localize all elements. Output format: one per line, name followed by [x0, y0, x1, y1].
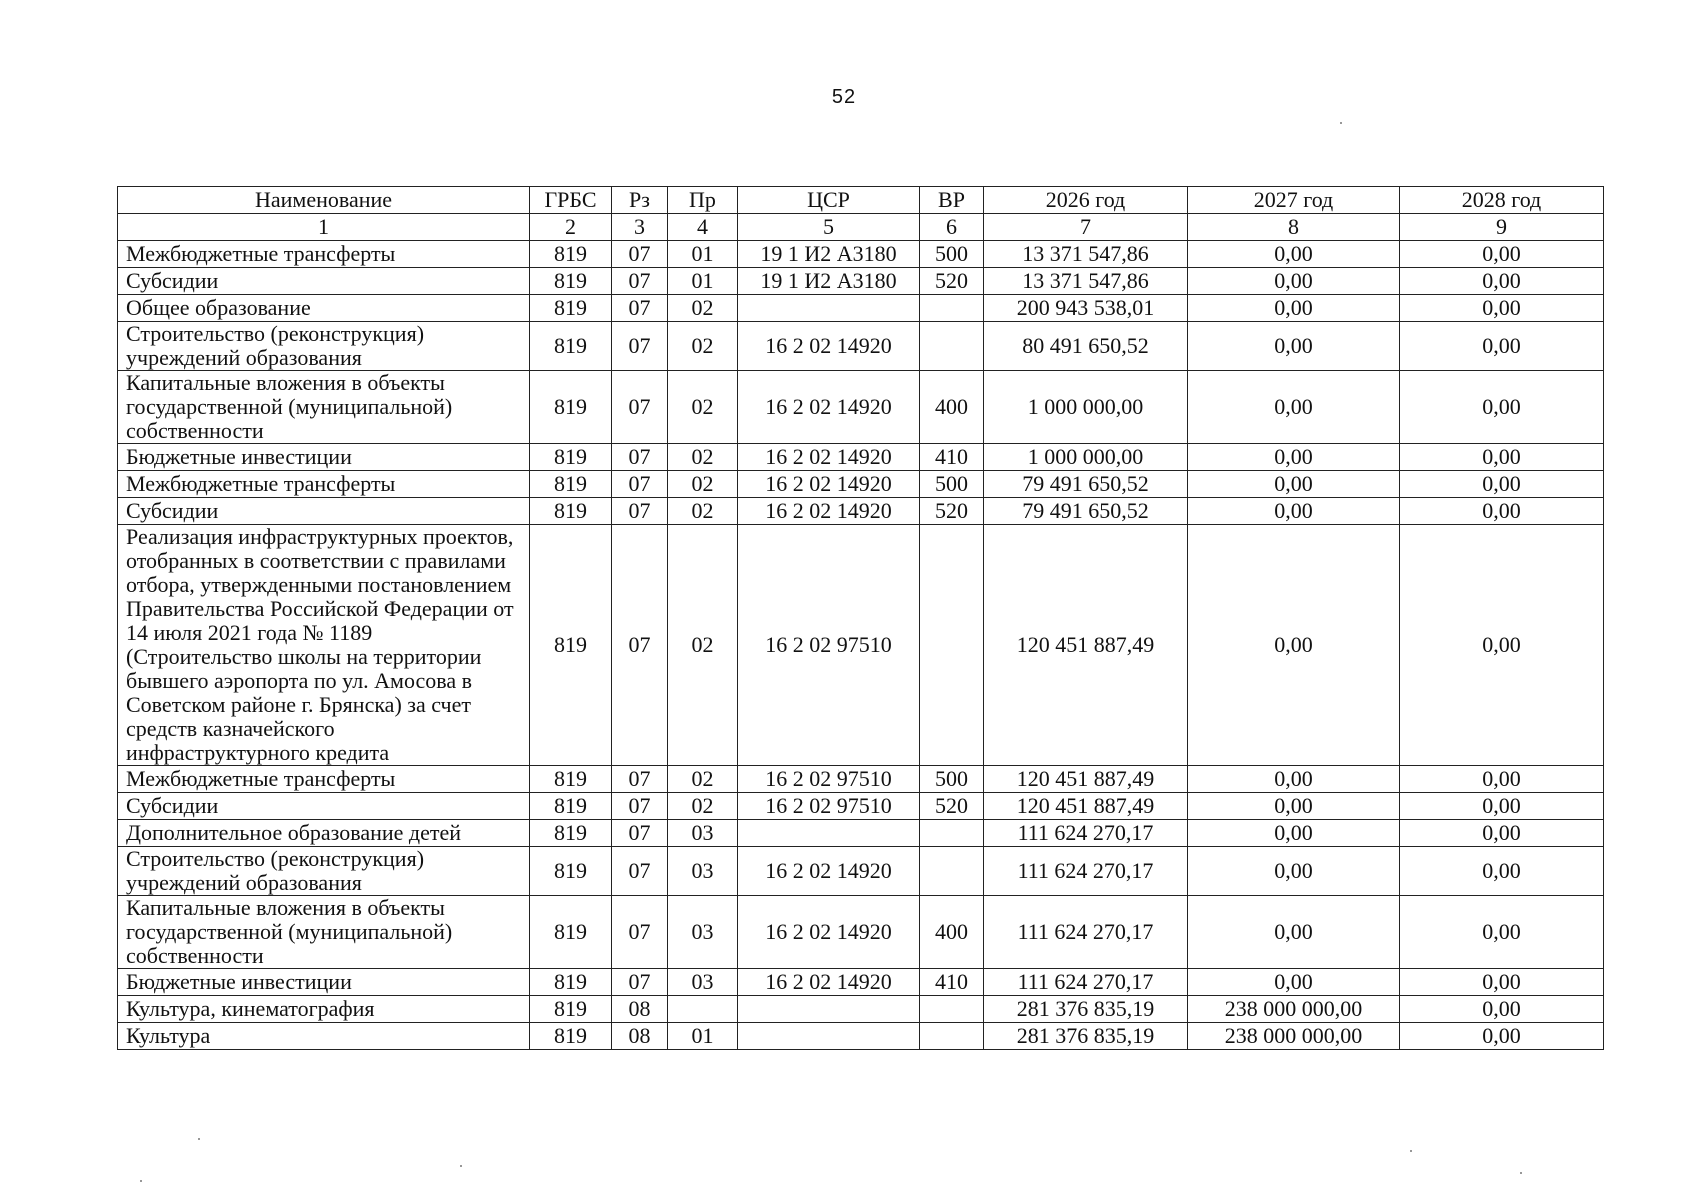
- table-row: [118, 322, 1604, 371]
- cell-2026: 13 371 547,86: [984, 241, 1188, 268]
- cell-2027: 0,00: [1188, 444, 1400, 471]
- cell-csr: 16 2 02 14920: [738, 896, 920, 969]
- cell-rz: 08: [612, 996, 668, 1023]
- cell-pr: 03: [668, 969, 738, 996]
- cell-grbs: 819: [530, 268, 612, 295]
- scan-speck: [1340, 122, 1342, 124]
- cell-vr: 410: [920, 444, 984, 471]
- cell-rz: 07: [612, 847, 668, 896]
- cell-vr: 500: [920, 241, 984, 268]
- header-row: [118, 187, 1604, 214]
- cell-2027: 0,00: [1188, 498, 1400, 525]
- cell-pr: 02: [668, 444, 738, 471]
- table-row: [118, 969, 1604, 996]
- column-number: 4: [668, 214, 738, 241]
- cell-vr: [920, 322, 984, 371]
- cell-grbs: 819: [530, 371, 612, 444]
- cell-2026: 1 000 000,00: [984, 371, 1188, 444]
- table-row: [118, 525, 1604, 766]
- cell-2028: 0,00: [1400, 268, 1604, 295]
- cell-2027: 0,00: [1188, 820, 1400, 847]
- cell-csr: [738, 820, 920, 847]
- cell-2027: 238 000 000,00: [1188, 996, 1400, 1023]
- cell-vr: [920, 295, 984, 322]
- cell-csr: [738, 1023, 920, 1050]
- header-2028: 2028 год: [1400, 187, 1604, 214]
- cell-grbs: 819: [530, 1023, 612, 1050]
- cell-2026: 281 376 835,19: [984, 1023, 1188, 1050]
- cell-pr: [668, 996, 738, 1023]
- cell-2028: 0,00: [1400, 766, 1604, 793]
- cell-2028: 0,00: [1400, 1023, 1604, 1050]
- cell-2026: 111 624 270,17: [984, 969, 1188, 996]
- cell-grbs: 819: [530, 471, 612, 498]
- cell-rz: 07: [612, 295, 668, 322]
- scan-speck: [460, 1165, 462, 1167]
- cell-2028: 0,00: [1400, 969, 1604, 996]
- cell-name: Субсидии: [118, 268, 530, 295]
- cell-2028: 0,00: [1400, 847, 1604, 896]
- cell-csr: 16 2 02 14920: [738, 322, 920, 371]
- cell-pr: 02: [668, 793, 738, 820]
- cell-2027: 0,00: [1188, 793, 1400, 820]
- cell-2026: 13 371 547,86: [984, 268, 1188, 295]
- cell-2027: 0,00: [1188, 525, 1400, 766]
- cell-rz: 07: [612, 241, 668, 268]
- cell-2027: 0,00: [1188, 969, 1400, 996]
- cell-name: Культура: [118, 1023, 530, 1050]
- header-2027: 2027 год: [1188, 187, 1400, 214]
- cell-name: Субсидии: [118, 793, 530, 820]
- scan-speck: [140, 1180, 142, 1182]
- cell-rz: 07: [612, 969, 668, 996]
- cell-pr: 02: [668, 371, 738, 444]
- cell-name: Бюджетные инвестиции: [118, 444, 530, 471]
- cell-2026: 120 451 887,49: [984, 525, 1188, 766]
- cell-2026: 1 000 000,00: [984, 444, 1188, 471]
- budget-table: [117, 186, 1604, 1050]
- scan-speck: [1520, 1172, 1522, 1174]
- cell-pr: 01: [668, 241, 738, 268]
- cell-pr: 02: [668, 498, 738, 525]
- cell-pr: 03: [668, 896, 738, 969]
- cell-2028: 0,00: [1400, 444, 1604, 471]
- cell-csr: 16 2 02 14920: [738, 371, 920, 444]
- cell-2027: 0,00: [1188, 847, 1400, 896]
- column-number: 9: [1400, 214, 1604, 241]
- cell-vr: 500: [920, 471, 984, 498]
- cell-name: Общее образование: [118, 295, 530, 322]
- cell-2026: 80 491 650,52: [984, 322, 1188, 371]
- cell-vr: 500: [920, 766, 984, 793]
- cell-2027: 0,00: [1188, 896, 1400, 969]
- cell-2028: 0,00: [1400, 498, 1604, 525]
- cell-grbs: 819: [530, 820, 612, 847]
- cell-csr: 16 2 02 14920: [738, 444, 920, 471]
- cell-2028: 0,00: [1400, 241, 1604, 268]
- cell-2026: 79 491 650,52: [984, 498, 1188, 525]
- table-row: [118, 371, 1604, 444]
- cell-pr: 01: [668, 1023, 738, 1050]
- cell-vr: [920, 525, 984, 766]
- cell-name: Субсидии: [118, 498, 530, 525]
- cell-name: Бюджетные инвестиции: [118, 969, 530, 996]
- cell-grbs: 819: [530, 444, 612, 471]
- cell-name: Дополнительное образование детей: [118, 820, 530, 847]
- cell-rz: 07: [612, 371, 668, 444]
- header-rz: Рз: [612, 187, 668, 214]
- cell-grbs: 819: [530, 996, 612, 1023]
- cell-2027: 0,00: [1188, 471, 1400, 498]
- cell-name: Межбюджетные трансферты: [118, 241, 530, 268]
- cell-vr: [920, 1023, 984, 1050]
- cell-rz: 07: [612, 896, 668, 969]
- cell-rz: 07: [612, 766, 668, 793]
- column-number: 5: [738, 214, 920, 241]
- cell-vr: 520: [920, 498, 984, 525]
- column-number: 2: [530, 214, 612, 241]
- cell-2027: 0,00: [1188, 241, 1400, 268]
- cell-name: Капитальные вложения в объекты государственной (муниципальной) собственности: [118, 896, 530, 969]
- cell-grbs: 819: [530, 793, 612, 820]
- cell-2026: 111 624 270,17: [984, 847, 1188, 896]
- cell-2027: 0,00: [1188, 371, 1400, 444]
- cell-grbs: 819: [530, 525, 612, 766]
- cell-rz: 07: [612, 268, 668, 295]
- cell-csr: 16 2 02 97510: [738, 793, 920, 820]
- cell-grbs: 819: [530, 766, 612, 793]
- cell-2028: 0,00: [1400, 896, 1604, 969]
- table-row: [118, 498, 1604, 525]
- cell-2027: 0,00: [1188, 322, 1400, 371]
- cell-csr: [738, 295, 920, 322]
- cell-2028: 0,00: [1400, 322, 1604, 371]
- cell-grbs: 819: [530, 896, 612, 969]
- header-grbs: ГРБС: [530, 187, 612, 214]
- header-vr: ВР: [920, 187, 984, 214]
- table-row: [118, 1023, 1604, 1050]
- table-row: [118, 896, 1604, 969]
- cell-2028: 0,00: [1400, 996, 1604, 1023]
- cell-name: Капитальные вложения в объекты государственной (муниципальной) собственности: [118, 371, 530, 444]
- cell-2026: 281 376 835,19: [984, 996, 1188, 1023]
- cell-name: Культура, кинематография: [118, 996, 530, 1023]
- cell-name: Межбюджетные трансферты: [118, 766, 530, 793]
- cell-name: Строительство (реконструкция) учреждений образования: [118, 847, 530, 896]
- column-number: 3: [612, 214, 668, 241]
- cell-csr: 16 2 02 97510: [738, 766, 920, 793]
- column-number: 6: [920, 214, 984, 241]
- header-csr: ЦСР: [738, 187, 920, 214]
- table-row: [118, 820, 1604, 847]
- table-row: [118, 295, 1604, 322]
- cell-rz: 07: [612, 322, 668, 371]
- cell-name: Межбюджетные трансферты: [118, 471, 530, 498]
- cell-vr: 520: [920, 793, 984, 820]
- table-row: [118, 471, 1604, 498]
- cell-grbs: 819: [530, 498, 612, 525]
- cell-grbs: 819: [530, 322, 612, 371]
- table-body: [118, 241, 1604, 1050]
- cell-csr: 19 1 И2 А3180: [738, 268, 920, 295]
- cell-csr: 19 1 И2 А3180: [738, 241, 920, 268]
- column-number: 8: [1188, 214, 1400, 241]
- cell-pr: 02: [668, 295, 738, 322]
- cell-2027: 0,00: [1188, 295, 1400, 322]
- column-number: 7: [984, 214, 1188, 241]
- cell-2028: 0,00: [1400, 793, 1604, 820]
- cell-vr: 520: [920, 268, 984, 295]
- scan-speck: [1410, 1150, 1412, 1152]
- cell-2026: 111 624 270,17: [984, 896, 1188, 969]
- cell-2026: 111 624 270,17: [984, 820, 1188, 847]
- cell-csr: 16 2 02 14920: [738, 498, 920, 525]
- cell-rz: 07: [612, 444, 668, 471]
- cell-2027: 238 000 000,00: [1188, 1023, 1400, 1050]
- cell-pr: 02: [668, 766, 738, 793]
- scan-speck: [198, 1138, 200, 1140]
- cell-pr: 03: [668, 820, 738, 847]
- cell-2028: 0,00: [1400, 295, 1604, 322]
- cell-vr: [920, 847, 984, 896]
- column-number-row: [118, 214, 1604, 241]
- cell-rz: 07: [612, 498, 668, 525]
- page-number: 52: [831, 86, 857, 108]
- cell-pr: 02: [668, 525, 738, 766]
- cell-2026: 120 451 887,49: [984, 793, 1188, 820]
- column-number: 1: [118, 214, 530, 241]
- table-row: [118, 241, 1604, 268]
- cell-grbs: 819: [530, 969, 612, 996]
- table-row: [118, 766, 1604, 793]
- cell-csr: 16 2 02 14920: [738, 969, 920, 996]
- cell-name: Строительство (реконструкция) учреждений образования: [118, 322, 530, 371]
- cell-2028: 0,00: [1400, 525, 1604, 766]
- cell-2026: 120 451 887,49: [984, 766, 1188, 793]
- table-row: [118, 444, 1604, 471]
- cell-vr: [920, 820, 984, 847]
- cell-csr: 16 2 02 14920: [738, 847, 920, 896]
- cell-rz: 07: [612, 820, 668, 847]
- header-pr: Пр: [668, 187, 738, 214]
- table-row: [118, 996, 1604, 1023]
- cell-csr: [738, 996, 920, 1023]
- cell-rz: 08: [612, 1023, 668, 1050]
- cell-rz: 07: [612, 471, 668, 498]
- cell-pr: 03: [668, 847, 738, 896]
- cell-2027: 0,00: [1188, 268, 1400, 295]
- cell-csr: 16 2 02 14920: [738, 471, 920, 498]
- cell-2028: 0,00: [1400, 371, 1604, 444]
- cell-vr: 400: [920, 896, 984, 969]
- cell-grbs: 819: [530, 295, 612, 322]
- cell-2026: 79 491 650,52: [984, 471, 1188, 498]
- cell-grbs: 819: [530, 847, 612, 896]
- cell-pr: 02: [668, 471, 738, 498]
- table-header: [118, 187, 1604, 241]
- cell-vr: 410: [920, 969, 984, 996]
- cell-vr: [920, 996, 984, 1023]
- cell-pr: 02: [668, 322, 738, 371]
- cell-rz: 07: [612, 525, 668, 766]
- cell-grbs: 819: [530, 241, 612, 268]
- cell-rz: 07: [612, 793, 668, 820]
- header-2026: 2026 год: [984, 187, 1188, 214]
- cell-csr: 16 2 02 97510: [738, 525, 920, 766]
- table-row: [118, 847, 1604, 896]
- cell-2026: 200 943 538,01: [984, 295, 1188, 322]
- cell-2028: 0,00: [1400, 471, 1604, 498]
- table-row: [118, 268, 1604, 295]
- cell-2027: 0,00: [1188, 766, 1400, 793]
- table-row: [118, 793, 1604, 820]
- cell-vr: 400: [920, 371, 984, 444]
- header-name: Наименование: [118, 187, 530, 214]
- cell-2028: 0,00: [1400, 820, 1604, 847]
- cell-name: Реализация инфраструктурных проектов, отобранных в соответствии с правилами отбора, утвержденными постановлением Правительства Российской Федерации от 14 июля 2021 года № 1189 (Строительство школы на территории бывшего аэропорта по ул. Амосова в Советском районе г. Брянска) за счет средств казначейского инфраструктурного кредита: [118, 525, 530, 766]
- cell-pr: 01: [668, 268, 738, 295]
